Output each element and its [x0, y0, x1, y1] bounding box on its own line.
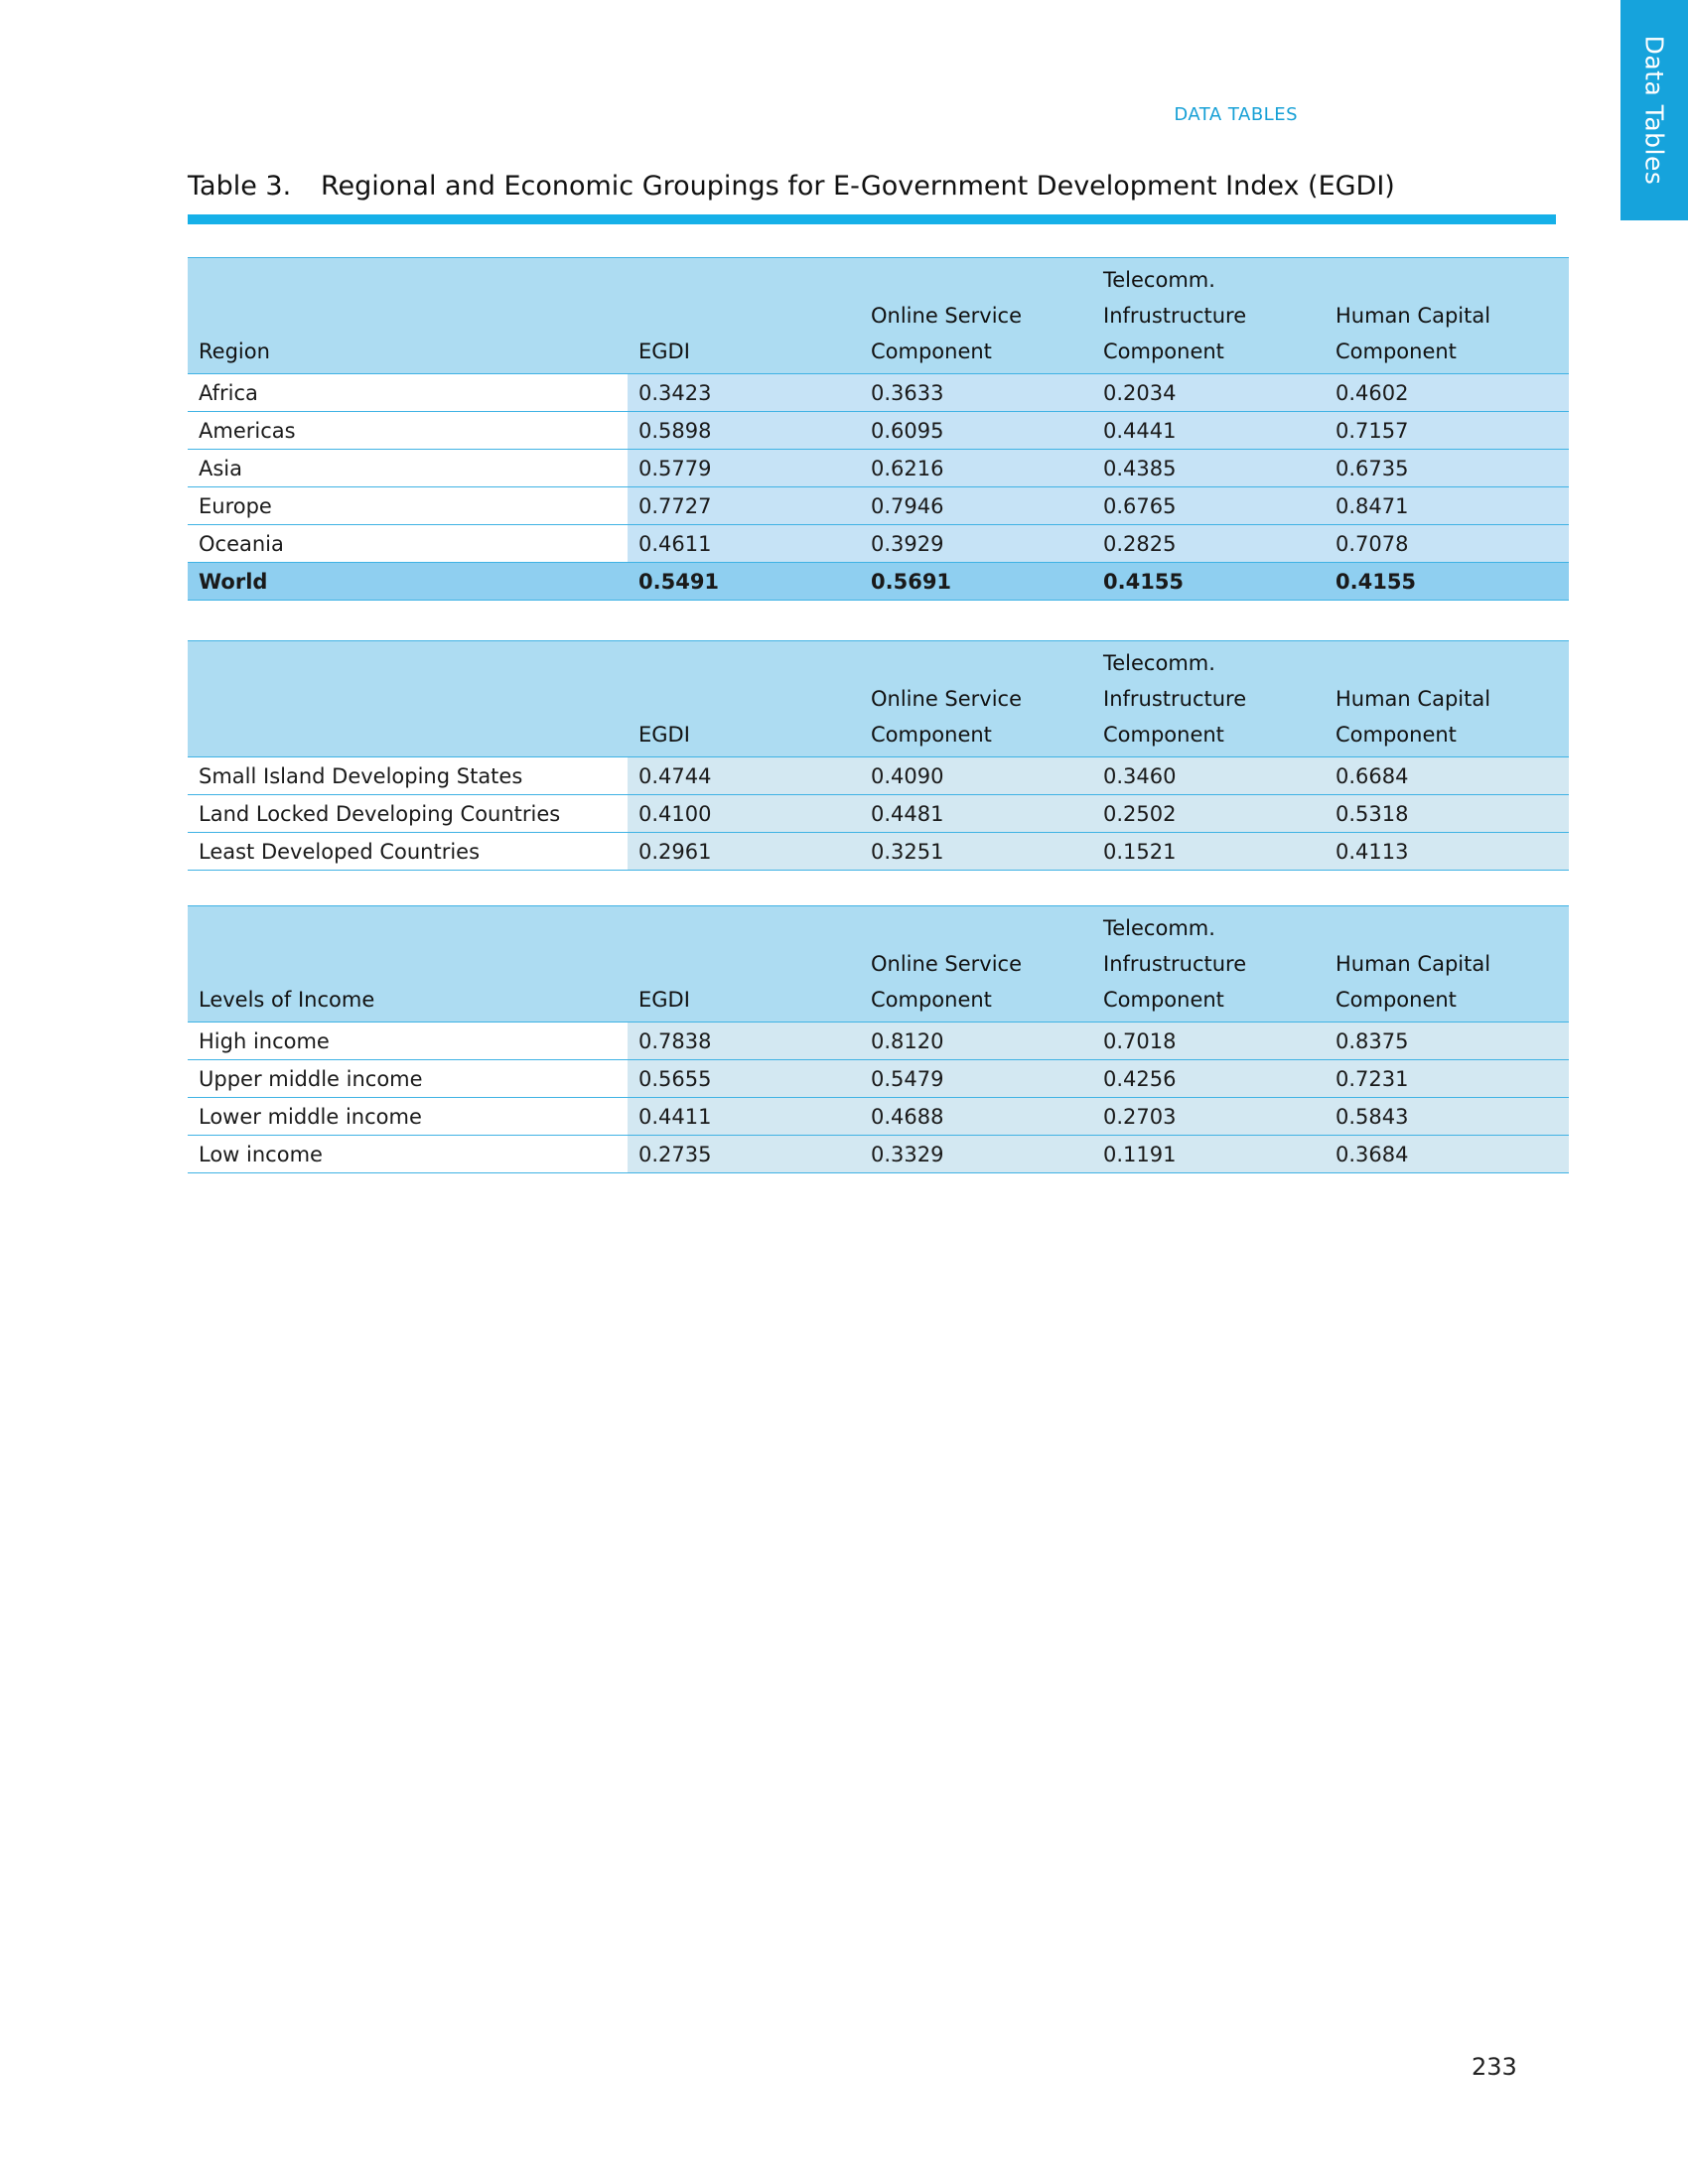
tic-value: 0.4256: [1092, 1060, 1325, 1098]
table-row: [188, 1098, 1569, 1136]
table-row: [188, 525, 1569, 563]
special-groups-table: [188, 640, 1569, 871]
page-number: 233: [1472, 2053, 1517, 2081]
osc-value: 0.7946: [860, 487, 1092, 525]
table-row: [188, 795, 1569, 833]
hcc-value: 0.4155: [1325, 563, 1569, 601]
header-row: [188, 258, 1569, 374]
online-service-header: Online Service Component: [860, 258, 1092, 374]
row-label: Africa: [188, 374, 628, 412]
income-header: Levels of Income: [188, 906, 628, 1023]
hcc-value: 0.8375: [1325, 1023, 1569, 1060]
tic-value: 0.2034: [1092, 374, 1325, 412]
row-label: Lower middle income: [188, 1098, 628, 1136]
regions-table: [188, 257, 1569, 601]
tic-value: 0.2703: [1092, 1098, 1325, 1136]
tic-value: 0.4155: [1092, 563, 1325, 601]
row-label: Europe: [188, 487, 628, 525]
hcc-value: 0.7078: [1325, 525, 1569, 563]
table-row: [188, 412, 1569, 450]
human-capital-header: Human Capital Component: [1325, 906, 1569, 1023]
table-row: [188, 487, 1569, 525]
telecomm-header: Telecomm. Infrustructure Component: [1092, 258, 1325, 374]
tic-value: 0.4441: [1092, 412, 1325, 450]
online-service-header: Online Service Component: [860, 906, 1092, 1023]
egdi-value: 0.5779: [628, 450, 860, 487]
osc-value: 0.5691: [860, 563, 1092, 601]
row-label: World: [188, 563, 628, 601]
egdi-value: 0.7727: [628, 487, 860, 525]
egdi-header: EGDI: [628, 906, 860, 1023]
hcc-value: 0.5843: [1325, 1098, 1569, 1136]
online-service-header: Online Service Component: [860, 641, 1092, 757]
tic-value: 0.2502: [1092, 795, 1325, 833]
osc-value: 0.3929: [860, 525, 1092, 563]
header-row: [188, 906, 1569, 1023]
table-row: [188, 1023, 1569, 1060]
osc-value: 0.3329: [860, 1136, 1092, 1173]
osc-value: 0.3633: [860, 374, 1092, 412]
income-levels-table: [188, 905, 1569, 1173]
telecomm-header: Telecomm. Infrustructure Component: [1092, 641, 1325, 757]
osc-value: 0.4090: [860, 757, 1092, 795]
human-capital-header: Human Capital Component: [1325, 641, 1569, 757]
human-capital-header: Human Capital Component: [1325, 258, 1569, 374]
osc-value: 0.8120: [860, 1023, 1092, 1060]
egdi-value: 0.7838: [628, 1023, 860, 1060]
row-label: Upper middle income: [188, 1060, 628, 1098]
title-rule: [188, 214, 1556, 224]
tic-value: 0.4385: [1092, 450, 1325, 487]
header-row: [188, 641, 1569, 757]
table-row: [188, 757, 1569, 795]
egdi-value: 0.3423: [628, 374, 860, 412]
table-row: [188, 1060, 1569, 1098]
group-header: [188, 641, 628, 757]
osc-value: 0.4688: [860, 1098, 1092, 1136]
egdi-value: 0.5655: [628, 1060, 860, 1098]
osc-value: 0.5479: [860, 1060, 1092, 1098]
tic-value: 0.6765: [1092, 487, 1325, 525]
row-label: Americas: [188, 412, 628, 450]
telecomm-header: Telecomm. Infrustructure Component: [1092, 906, 1325, 1023]
hcc-value: 0.4113: [1325, 833, 1569, 871]
table-row: [188, 374, 1569, 412]
egdi-value: 0.5491: [628, 563, 860, 601]
egdi-value: 0.2735: [628, 1136, 860, 1173]
osc-value: 0.3251: [860, 833, 1092, 871]
section-tab-label: Data Tables: [1639, 35, 1669, 186]
region-header: Region: [188, 258, 628, 374]
section-tab: [1620, 0, 1688, 220]
tic-value: 0.1191: [1092, 1136, 1325, 1173]
egdi-header: EGDI: [628, 258, 860, 374]
row-label: Oceania: [188, 525, 628, 563]
egdi-value: 0.2961: [628, 833, 860, 871]
egdi-value: 0.4411: [628, 1098, 860, 1136]
hcc-value: 0.4602: [1325, 374, 1569, 412]
egdi-value: 0.5898: [628, 412, 860, 450]
hcc-value: 0.6684: [1325, 757, 1569, 795]
egdi-value: 0.4744: [628, 757, 860, 795]
running-head: DATA TABLES: [1174, 104, 1298, 125]
table-row: [188, 450, 1569, 487]
tic-value: 0.3460: [1092, 757, 1325, 795]
row-label: Asia: [188, 450, 628, 487]
table-row: [188, 1136, 1569, 1173]
hcc-value: 0.6735: [1325, 450, 1569, 487]
row-label: Small Island Developing States: [188, 757, 628, 795]
hcc-value: 0.5318: [1325, 795, 1569, 833]
egdi-header: EGDI: [628, 641, 860, 757]
row-label: Low income: [188, 1136, 628, 1173]
row-label: Land Locked Developing Countries: [188, 795, 628, 833]
osc-value: 0.6095: [860, 412, 1092, 450]
osc-value: 0.6216: [860, 450, 1092, 487]
hcc-value: 0.7231: [1325, 1060, 1569, 1098]
tic-value: 0.1521: [1092, 833, 1325, 871]
egdi-value: 0.4100: [628, 795, 860, 833]
hcc-value: 0.3684: [1325, 1136, 1569, 1173]
row-label: Least Developed Countries: [188, 833, 628, 871]
tic-value: 0.7018: [1092, 1023, 1325, 1060]
hcc-value: 0.7157: [1325, 412, 1569, 450]
table-number: Table 3.: [188, 171, 292, 202]
egdi-value: 0.4611: [628, 525, 860, 563]
table-row: [188, 833, 1569, 871]
table-title-text: Regional and Economic Groupings for E-Government Development Index (EGDI): [321, 171, 1395, 202]
table-title: [188, 171, 1395, 202]
row-label: High income: [188, 1023, 628, 1060]
world-total-row: [188, 563, 1569, 601]
hcc-value: 0.8471: [1325, 487, 1569, 525]
osc-value: 0.4481: [860, 795, 1092, 833]
tic-value: 0.2825: [1092, 525, 1325, 563]
